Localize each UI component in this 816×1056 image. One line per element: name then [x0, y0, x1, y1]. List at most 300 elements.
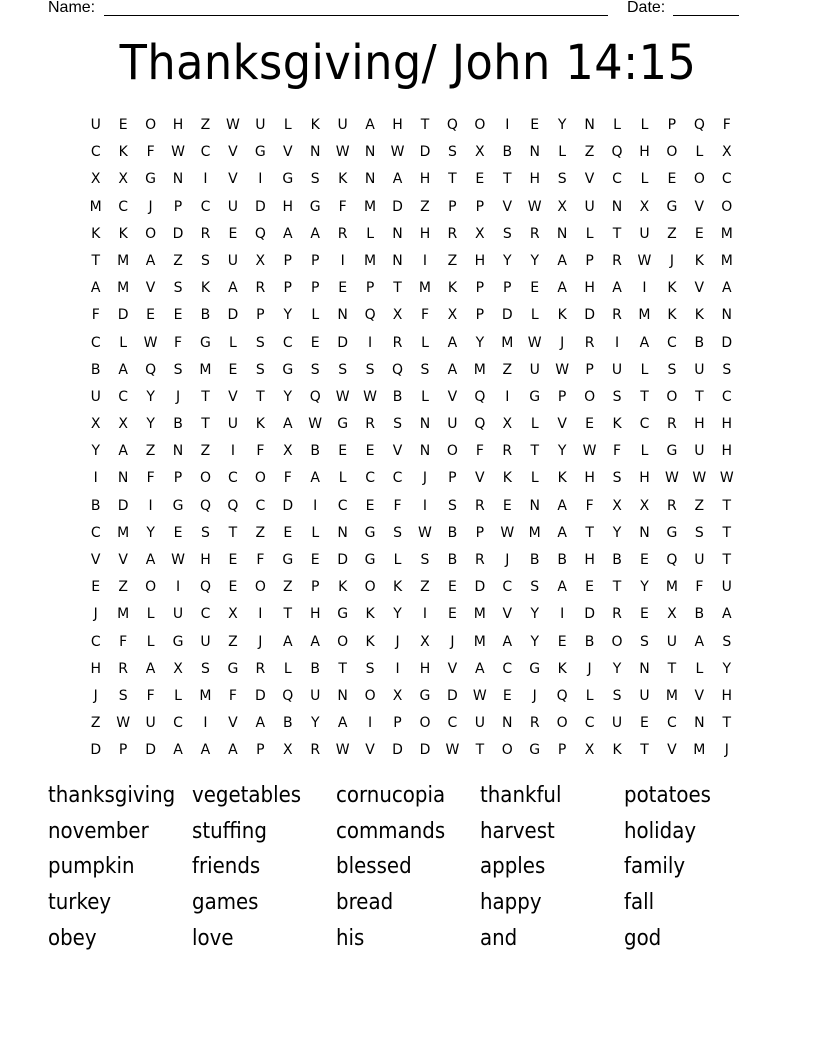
date-label: Date: — [627, 0, 666, 16]
grid-letter: D — [474, 579, 486, 596]
grid-letter: J — [93, 687, 98, 704]
grid-letter: H — [474, 252, 486, 269]
grid-letter: G — [309, 198, 321, 215]
grid-letter: S — [667, 361, 677, 378]
grid-letter: K — [338, 579, 348, 596]
grid-letter: A — [118, 361, 128, 378]
grid-letter: H — [694, 416, 705, 433]
grid-letter: G — [254, 144, 266, 161]
grid-letter: S — [420, 552, 430, 568]
grid-letter: A — [228, 280, 238, 297]
grid-letter: S — [722, 633, 732, 650]
grid-letter: U — [474, 715, 485, 732]
grid-letter: P — [475, 524, 485, 541]
grid-letter: C — [721, 388, 732, 405]
word-list-item: obey — [48, 925, 97, 951]
grid-letter: U — [611, 715, 623, 732]
grid-letter: J — [395, 633, 400, 650]
grid-letter: X — [90, 171, 101, 188]
grid-letter: W — [335, 742, 350, 759]
grid-letter: K — [557, 307, 567, 324]
grid-letter: T — [640, 742, 649, 759]
grid-letter: S — [201, 252, 210, 269]
grid-letter: Y — [530, 606, 539, 623]
grid-letter: G — [337, 606, 349, 623]
grid-letter: M — [364, 252, 377, 269]
grid-letter: K — [612, 416, 622, 433]
word-list-item: thanksgiving — [48, 783, 176, 808]
grid-letter: K — [612, 742, 622, 759]
grid-letter: J — [505, 552, 510, 568]
word-list-item: and — [480, 925, 518, 951]
grid-letter: J — [669, 252, 674, 269]
grid-letter: M — [418, 280, 432, 297]
grid-letter: C — [200, 606, 211, 623]
grid-letter: W — [418, 524, 432, 541]
grid-letter: E — [365, 443, 375, 460]
grid-letter: D — [584, 606, 595, 623]
grid-letter: Q — [309, 388, 321, 405]
grid-letter: X — [118, 171, 128, 188]
grid-letter: O — [337, 633, 349, 650]
grid-letter: R — [474, 497, 485, 514]
letter-grid — [82, 112, 741, 765]
grid-letter: N — [721, 307, 733, 324]
grid-letter: O — [474, 117, 486, 133]
grid-letter: K — [557, 470, 567, 487]
grid-letter: C — [447, 715, 458, 732]
grid-letter: T — [91, 252, 100, 269]
page-title: Thanksgiving/ John 14:15 — [119, 35, 697, 91]
grid-letter: B — [502, 144, 513, 161]
grid-letter: B — [584, 633, 595, 650]
grid-letter: Z — [173, 252, 183, 269]
grid-letter: S — [393, 416, 402, 433]
grid-letter: A — [694, 633, 705, 650]
grid-letter: X — [639, 497, 650, 514]
grid-letter: H — [721, 443, 733, 460]
grid-letter: O — [721, 198, 733, 215]
grid-letter: R — [365, 416, 375, 433]
grid-letter: B — [694, 606, 705, 623]
grid-letter: L — [119, 334, 128, 351]
grid-letter: L — [146, 606, 155, 623]
grid-letter: O — [419, 715, 431, 732]
grid-letter: Z — [200, 443, 211, 460]
grid-letter: Y — [310, 715, 320, 732]
grid-letter: R — [255, 660, 266, 677]
grid-letter: P — [503, 280, 512, 297]
word-list-item: friends — [192, 854, 261, 880]
grid-letter: R — [612, 307, 622, 324]
grid-letter: E — [585, 579, 595, 596]
grid-letter: V — [447, 660, 458, 677]
grid-letter: I — [368, 334, 373, 351]
grid-letter: B — [529, 552, 540, 568]
grid-letter: U — [721, 579, 732, 596]
grid-letter: G — [172, 497, 184, 514]
grid-letter: G — [282, 552, 294, 568]
grid-letter: T — [695, 388, 704, 405]
grid-letter: S — [201, 524, 210, 541]
grid-letter: R — [255, 280, 266, 297]
grid-letter: D — [282, 497, 294, 514]
grid-letter: B — [173, 416, 183, 433]
grid-letter: K — [694, 307, 704, 324]
grid-letter: D — [584, 307, 595, 324]
grid-letter: C — [502, 660, 513, 677]
grid-letter: Z — [255, 524, 266, 541]
grid-letter: Z — [90, 715, 101, 732]
grid-letter: A — [282, 416, 293, 433]
grid-letter: H — [584, 552, 595, 568]
grid-letter: S — [694, 524, 704, 541]
grid-letter: D — [254, 198, 266, 215]
grid-letter: C — [228, 470, 238, 487]
grid-letter: S — [557, 171, 567, 188]
grid-letter: O — [364, 579, 376, 596]
word-list-item: blessed — [336, 854, 412, 880]
grid-letter: T — [283, 606, 293, 623]
grid-letter: P — [118, 742, 128, 759]
grid-letter: H — [282, 198, 294, 215]
grid-letter: D — [392, 742, 403, 759]
grid-letter: C — [667, 334, 677, 351]
word-list-item: november — [48, 818, 149, 844]
grid-letter: T — [612, 225, 622, 242]
grid-letter: P — [283, 252, 292, 269]
grid-letter: M — [528, 524, 541, 541]
grid-letter: L — [640, 361, 649, 378]
grid-letter: H — [639, 144, 650, 161]
grid-letter: X — [228, 606, 238, 623]
grid-letter: V — [694, 198, 705, 215]
grid-letter: O — [611, 633, 623, 650]
name-field[interactable] — [104, 0, 608, 16]
grid-letter: A — [557, 252, 567, 269]
grid-letter: U — [529, 361, 540, 378]
grid-letter: S — [118, 687, 128, 704]
grid-letter: K — [365, 606, 375, 623]
grid-letter: K — [338, 171, 348, 188]
grid-letter: Q — [474, 388, 486, 405]
grid-letter: M — [501, 334, 514, 351]
grid-letter: W — [555, 361, 570, 378]
grid-letter: L — [558, 144, 567, 161]
grid-letter: P — [256, 742, 265, 759]
grid-letter: N — [694, 715, 705, 732]
grid-letter: X — [447, 307, 458, 324]
word-list-item: games — [192, 890, 259, 916]
grid-letter: U — [227, 198, 239, 215]
grid-letter: H — [200, 552, 211, 568]
grid-letter: V — [502, 198, 513, 215]
grid-letter: E — [173, 307, 183, 324]
grid-letter: R — [667, 497, 677, 514]
grid-letter: G — [666, 198, 678, 215]
grid-letter: C — [612, 171, 622, 188]
grid-letter: A — [337, 715, 348, 732]
grid-letter: D — [392, 198, 403, 215]
grid-letter: L — [174, 687, 182, 704]
grid-letter: N — [172, 171, 184, 188]
grid-letter: F — [174, 334, 183, 351]
grid-letter: J — [587, 660, 592, 677]
grid-letter: J — [148, 198, 153, 215]
grid-letter: Q — [227, 497, 239, 514]
grid-letter: Z — [584, 144, 595, 161]
grid-letter: S — [612, 470, 622, 487]
grid-letter: R — [612, 606, 622, 623]
grid-letter: A — [639, 334, 650, 351]
grid-letter: V — [694, 687, 705, 704]
grid-letter: W — [664, 470, 679, 487]
grid-letter: B — [447, 524, 458, 541]
grid-letter: O — [584, 388, 596, 405]
grid-letter: P — [475, 280, 485, 297]
grid-letter: C — [200, 198, 211, 215]
grid-letter: D — [501, 307, 513, 324]
grid-letter: I — [505, 117, 510, 133]
grid-letter: F — [475, 443, 484, 460]
grid-letter: U — [694, 361, 705, 378]
grid-letter: W — [363, 388, 378, 405]
grid-letter: X — [584, 742, 595, 759]
grid-letter: N — [529, 497, 540, 514]
grid-letter: X — [502, 416, 513, 433]
grid-letter: T — [338, 660, 347, 677]
grid-letter: O — [254, 470, 266, 487]
grid-letter: I — [505, 388, 510, 405]
grid-letter: W — [527, 198, 542, 215]
grid-letter: A — [447, 334, 458, 351]
grid-letter: T — [228, 524, 238, 541]
grid-letter: V — [282, 144, 293, 161]
grid-letter: A — [721, 280, 732, 297]
grid-letter: P — [310, 280, 320, 297]
grid-letter: M — [638, 307, 651, 324]
grid-letter: Y — [146, 388, 155, 405]
grid-letter: Q — [254, 225, 266, 242]
grid-letter: Z — [145, 443, 156, 460]
grid-letter: C — [365, 470, 375, 487]
grid-letter: I — [203, 171, 208, 188]
grid-letter: Z — [420, 579, 430, 596]
grid-letter: L — [311, 524, 320, 541]
grid-letter: X — [420, 633, 430, 650]
grid-letter: F — [146, 470, 155, 487]
grid-letter: L — [695, 660, 704, 677]
grid-letter: Q — [282, 687, 294, 704]
grid-letter: U — [337, 117, 348, 133]
grid-letter: M — [665, 579, 678, 596]
grid-letter: W — [582, 443, 597, 460]
header-line — [48, 0, 748, 20]
grid-letter: R — [474, 552, 485, 568]
grid-letter: X — [392, 687, 403, 704]
grid-letter: H — [529, 171, 540, 188]
grid-letter: M — [117, 252, 130, 269]
grid-letter: K — [91, 225, 101, 242]
grid-letter: N — [337, 524, 348, 541]
grid-letter: Y — [283, 307, 293, 324]
grid-letter: E — [283, 524, 293, 541]
grid-letter: P — [475, 198, 485, 215]
date-field[interactable] — [673, 0, 739, 16]
grid-letter: Y — [530, 252, 539, 269]
grid-letter: C — [667, 715, 677, 732]
grid-letter: G — [529, 660, 541, 677]
grid-letter: I — [422, 497, 428, 514]
grid-letter: W — [171, 552, 185, 568]
word-list-item: potatoes — [624, 783, 711, 808]
grid-letter: C — [173, 715, 183, 732]
grid-letter: Q — [392, 361, 404, 378]
grid-letter: W — [390, 144, 405, 161]
grid-letter: G — [666, 524, 678, 541]
grid-letter: L — [338, 470, 347, 487]
grid-letter: Q — [556, 687, 568, 704]
grid-letter: B — [90, 361, 101, 378]
grid-letter: C — [90, 524, 101, 541]
grid-letter: W — [225, 117, 240, 133]
grid-letter: E — [228, 361, 238, 378]
grid-letter: K — [667, 307, 677, 324]
grid-letter: H — [419, 171, 431, 188]
grid-letter: Z — [502, 361, 513, 378]
grid-letter: V — [228, 388, 238, 405]
grid-letter: S — [722, 361, 732, 378]
grid-letter: Q — [364, 307, 376, 324]
grid-letter: P — [557, 742, 567, 759]
grid-letter: O — [556, 715, 568, 732]
grid-letter: Y — [722, 660, 732, 677]
grid-letter: E — [557, 633, 567, 650]
grid-letter: P — [173, 470, 183, 487]
grid-letter: M — [473, 633, 486, 650]
grid-letter: V — [667, 742, 677, 759]
grid-letter: X — [475, 225, 485, 242]
grid-letter: Q — [446, 117, 458, 133]
grid-letter: J — [724, 742, 729, 759]
grid-letter: J — [422, 470, 428, 487]
grid-letter: B — [90, 497, 101, 514]
grid-letter: U — [200, 633, 211, 650]
grid-letter: E — [530, 117, 540, 133]
grid-letter: J — [175, 388, 181, 405]
grid-letter: V — [392, 443, 403, 460]
grid-letter: G — [145, 171, 157, 188]
grid-letter: N — [364, 171, 376, 188]
grid-letter: W — [335, 144, 350, 161]
grid-letter: T — [420, 117, 430, 133]
grid-letter: H — [721, 687, 733, 704]
grid-letter: T — [503, 171, 512, 188]
grid-letter: S — [640, 633, 649, 650]
grid-letter: N — [117, 470, 129, 487]
grid-letter: A — [612, 280, 622, 297]
grid-letter: X — [90, 416, 101, 433]
grid-letter: G — [666, 443, 678, 460]
grid-letter: W — [637, 252, 652, 269]
grid-letter: I — [340, 252, 345, 269]
word-list-item: cornucopia — [336, 783, 446, 808]
grid-letter: R — [612, 252, 622, 269]
grid-letter: U — [611, 361, 623, 378]
grid-letter: S — [393, 524, 402, 541]
grid-letter: E — [173, 524, 183, 541]
grid-letter: O — [446, 443, 458, 460]
grid-letter: O — [199, 470, 211, 487]
grid-letter: Y — [612, 660, 622, 677]
grid-letter: N — [392, 252, 403, 269]
word-list-item: commands — [336, 818, 446, 844]
grid-letter: E — [447, 579, 457, 596]
grid-letter: X — [282, 443, 293, 460]
grid-letter: W — [719, 470, 734, 487]
grid-letter: A — [255, 715, 266, 732]
grid-letter: W — [143, 334, 158, 351]
grid-letter: U — [172, 606, 184, 623]
grid-letter: O — [666, 144, 678, 161]
grid-letter: F — [119, 633, 128, 650]
grid-letter: A — [365, 117, 375, 133]
grid-letter: L — [530, 416, 539, 433]
grid-letter: Z — [667, 225, 677, 242]
grid-letter: U — [310, 687, 321, 704]
name-label: Name: — [48, 0, 96, 16]
grid-letter: B — [310, 660, 321, 677]
grid-letter: M — [199, 687, 212, 704]
word-list-item: bread — [336, 890, 394, 916]
grid-letter: U — [694, 552, 705, 568]
grid-letter: L — [640, 171, 649, 188]
grid-letter: F — [256, 443, 265, 460]
grid-letter: Z — [447, 252, 458, 269]
grid-letter: Y — [612, 524, 622, 541]
grid-letter: X — [475, 144, 485, 161]
grid-letter: Z — [694, 497, 705, 514]
grid-letter: V — [557, 416, 567, 433]
grid-letter: K — [557, 660, 567, 677]
word-list-item: apples — [480, 854, 546, 880]
grid-letter: N — [639, 660, 650, 677]
grid-letter: F — [585, 497, 594, 514]
grid-letter: P — [667, 117, 677, 133]
grid-letter: V — [228, 171, 238, 188]
grid-letter: V — [228, 144, 238, 161]
grid-letter: E — [146, 307, 156, 324]
grid-letter: T — [722, 552, 732, 568]
grid-letter: E — [447, 606, 457, 623]
grid-letter: E — [640, 606, 649, 623]
grid-letter: R — [310, 742, 321, 759]
grid-letter: Y — [91, 443, 100, 460]
grid-letter: G — [200, 334, 211, 351]
grid-letter: U — [447, 416, 458, 433]
grid-letter: E — [694, 225, 704, 242]
grid-letter: G — [419, 687, 431, 704]
word-list-item: turkey — [48, 890, 112, 916]
grid-letter: T — [201, 388, 210, 405]
grid-letter: F — [722, 117, 731, 133]
grid-letter: Y — [393, 606, 402, 623]
grid-letter: N — [419, 443, 431, 460]
word-list-item: fall — [624, 890, 655, 916]
grid-letter: A — [721, 606, 732, 623]
grid-letter: H — [419, 225, 431, 242]
grid-letter: H — [584, 470, 595, 487]
